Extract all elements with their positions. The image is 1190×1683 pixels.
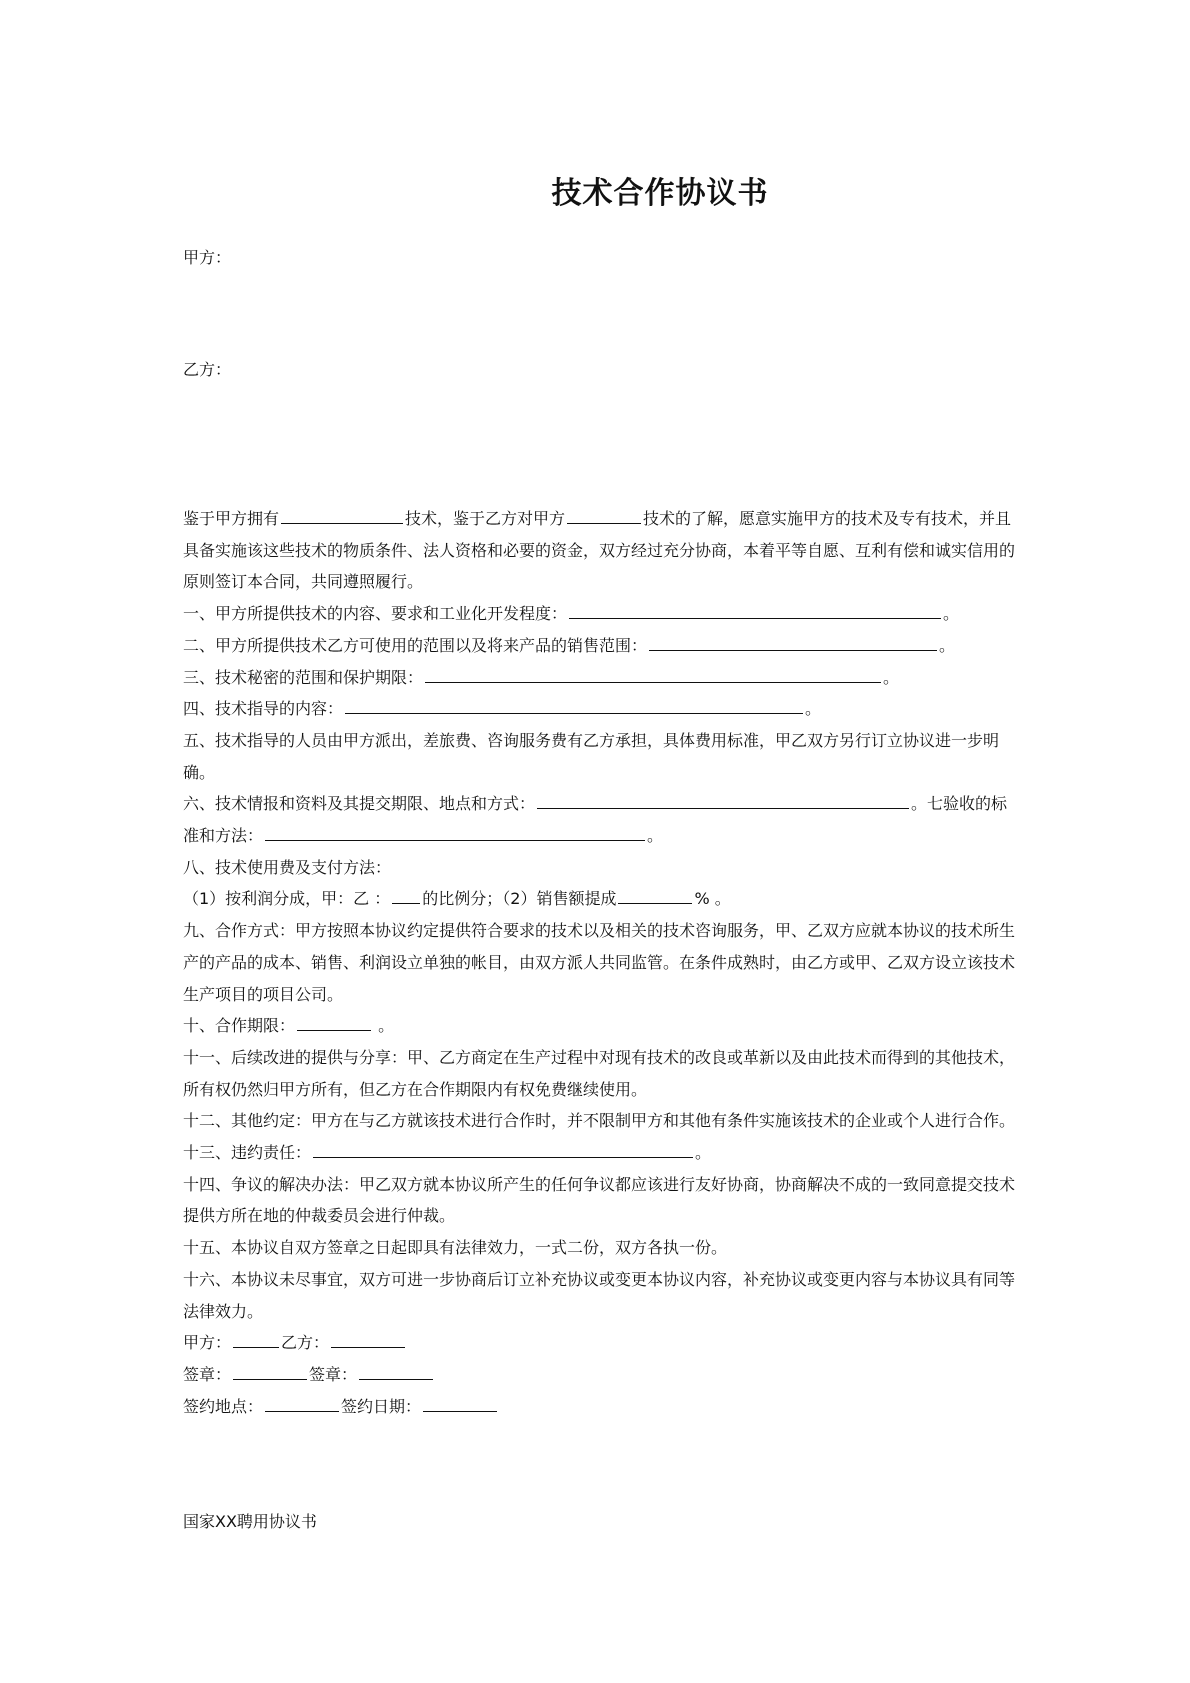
- period: 。: [943, 604, 960, 624]
- period: 。: [805, 699, 822, 719]
- sales-commission-text: 的比例分；（2）销售额提成: [422, 889, 617, 909]
- sign-date-blank[interactable]: [423, 1393, 497, 1412]
- seal-a-blank[interactable]: [233, 1361, 307, 1380]
- intro-text-2: 技术，鉴于乙方对甲方: [405, 509, 566, 528]
- clause-2: [183, 630, 1023, 662]
- clause-2-text: 二、甲方所提供技术乙方可使用的范围以及将来产品的销售范围：: [183, 635, 648, 655]
- page-footer: 国家XX聘用协议书: [183, 1512, 317, 1531]
- period: 。: [939, 635, 956, 655]
- clause-5: 五、技术指导的人员由甲方派出，差旅费、咨询服务费有乙方承担，具体费用标准，甲乙双方另行订立协议进一步明确。: [183, 730, 1000, 782]
- party-a-technology-blank[interactable]: [281, 505, 403, 524]
- profit-share-text: （1）按利润分成，甲：乙 ：: [183, 889, 391, 909]
- party-a-label: 甲方：: [183, 248, 232, 267]
- clause-6-text: 六、技术情报和资料及其提交期限、地点和方式：: [183, 794, 536, 814]
- signature-parties: [183, 1327, 1023, 1359]
- clause-13-text: 十三、违约责任：: [183, 1143, 312, 1163]
- clause-12: 十二、其他约定：甲方在与乙方就该技术进行合作时，并不限制甲方和其他有条件实施该技术的企业或个人进行合作。: [183, 1111, 1016, 1131]
- party-b-understood-technology-blank[interactable]: [567, 505, 641, 524]
- period: 。: [373, 1016, 395, 1036]
- clause-8: 八、技术使用费及支付方法：: [183, 857, 392, 877]
- clause-2-blank[interactable]: [649, 632, 937, 651]
- clause-14: 十四、争议的解决办法：甲乙双方就本协议所产生的任何争议都应该进行友好协商，协商解决不成的一致同意提交技术提供方所在地的仲裁委员会进行仲裁。: [183, 1174, 1016, 1226]
- cooperation-period-blank[interactable]: [297, 1012, 371, 1031]
- signature-party-a-label: 甲方：: [183, 1333, 232, 1353]
- clause-16: 十六、本协议未尽事宜，双方可进一步协商后订立补充协议或变更本协议内容，补充协议或变更内容与本协议具有同等法律效力。: [183, 1269, 1016, 1321]
- signature-party-a-blank[interactable]: [233, 1329, 279, 1348]
- period: 。: [883, 667, 900, 687]
- seal-b-label: 签章：: [309, 1364, 358, 1384]
- period: 。: [695, 1143, 712, 1163]
- period: 。: [647, 826, 664, 846]
- commission-percent-blank[interactable]: [618, 885, 692, 904]
- clause-8-payment: [183, 883, 1023, 915]
- clause-1-blank[interactable]: [569, 600, 941, 619]
- clause-10: [183, 1010, 1023, 1042]
- intro-text-3: 技术的了解，愿意实施甲方的技术及专有技术，并且具备实施该这些技术的物质条件、法人资格和必要的资金，双方经过充分协商，本着平等自愿、互利有偿和诚实信用的原则签订本合同，共同遵照履行。: [183, 509, 1016, 592]
- clause-7-text: 。七验收的标准和方法：: [183, 794, 1008, 846]
- clause-10-text: 十、合作期限：: [183, 1016, 296, 1036]
- clause-4-text: 四、技术指导的内容：: [183, 699, 344, 719]
- intro-text-1: 鉴于甲方拥有: [183, 509, 280, 528]
- clause-3: [183, 662, 1023, 694]
- signature-place-date: [183, 1391, 1023, 1423]
- clause-9: 九、合作方式：甲方按照本协议约定提供符合要求的技术以及相关的技术咨询服务，甲、乙双方应就本协议的技术所生产的产品的成本、销售、利润设立单独的帐目，由双方派人共同监管。在条件成熟时，由乙方或甲、乙双方设立该技术生产项目的项目公司。: [183, 921, 1016, 1004]
- sign-place-blank[interactable]: [265, 1393, 339, 1412]
- clause-3-blank[interactable]: [425, 664, 881, 683]
- clause-11: 十一、后续改进的提供与分享：甲、乙方商定在生产过程中对现有技术的改良或革新以及由此技术而得到的其他技术，所有权仍然归甲方所有，但乙方在合作期限内有权免费继续使用。: [183, 1047, 1016, 1099]
- seal-a-label: 签章：: [183, 1364, 232, 1384]
- clause-4-blank[interactable]: [345, 695, 803, 714]
- intro-paragraph: [183, 503, 1023, 598]
- clause-4: [183, 693, 1023, 725]
- clause-13: [183, 1137, 1023, 1169]
- percent-sign: % 。: [694, 889, 731, 909]
- clause-1: [183, 598, 1023, 630]
- signature-party-b-blank[interactable]: [331, 1329, 405, 1348]
- sign-place-label: 签约地点：: [183, 1396, 264, 1416]
- document-title: 技术合作协议书: [551, 176, 769, 211]
- signature-seals: [183, 1359, 1023, 1391]
- party-b-label: 乙方：: [183, 360, 232, 379]
- agreement-body: [183, 503, 1023, 1422]
- signature-party-b-label: 乙方：: [281, 1333, 330, 1353]
- seal-b-blank[interactable]: [359, 1361, 433, 1380]
- clause-6-7: [183, 788, 1023, 851]
- clause-6-blank[interactable]: [537, 790, 909, 809]
- sign-date-label: 签约日期：: [341, 1396, 422, 1416]
- clause-7-blank[interactable]: [265, 822, 645, 841]
- clause-3-text: 三、技术秘密的范围和保护期限：: [183, 667, 424, 687]
- clause-15: 十五、本协议自双方签章之日起即具有法律效力，一式二份，双方各执一份。: [183, 1238, 728, 1258]
- liability-blank[interactable]: [313, 1139, 693, 1158]
- profit-ratio-blank[interactable]: [392, 885, 420, 904]
- clause-1-text: 一、甲方所提供技术的内容、要求和工业化开发程度：: [183, 604, 568, 624]
